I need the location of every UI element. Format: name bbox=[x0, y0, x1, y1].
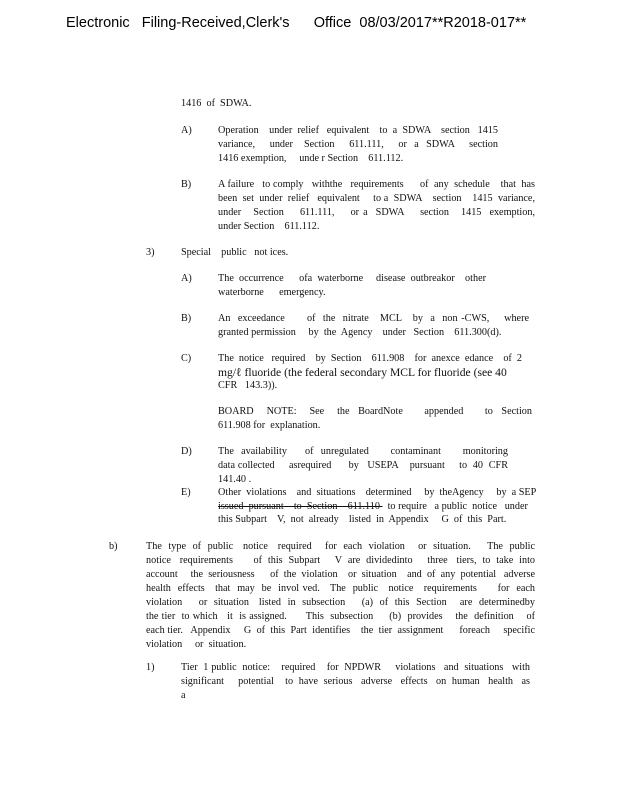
subsection-b-text: The type of public notice required for each violation or situation. The public notice requirements of this Subpart V are dividedinto three tiers, to take into account the seriousness of the violation or situation and of any potential adverse health effects that may be invol ved. The public notice requirements for each violation or situation listed in subsection (a) of this Section are determinedby the tier to which it is assigned. This subsection (b) provides the definition of each tier. Appendix G of this Part identifies the tier assignment foreach specific violation or situation. bbox=[146, 541, 553, 650]
section-reference: 1416 of SDWA. bbox=[181, 98, 252, 109]
item-marker-3b: B) bbox=[181, 313, 192, 324]
item-marker-3c: C) bbox=[181, 353, 192, 364]
filing-header: Electronic Filing-Received,Clerk's Office 08/03/2017**R2018-017** bbox=[66, 15, 527, 31]
item-a-text: Operation under relief equivalent to a SDWA section 1415 variance, under Section 611.111, or a SDWA section 1416 exemption, unde r Section 611.112. bbox=[218, 125, 509, 164]
item-marker-1: 1) bbox=[146, 662, 155, 673]
item-marker-3: 3) bbox=[146, 247, 155, 258]
item-3a-text: The occurrence ofa waterborne disease outbreakor other waterborne emergency. bbox=[218, 273, 489, 298]
item-3c-line-1: The notice required by Section 611.908 for anexce edance of 2 bbox=[218, 353, 523, 364]
item-3e-line-2-rest: to require a public notice under bbox=[382, 501, 528, 512]
item-3e-line-1: Other violations and situations determined by theAgency by a SEP bbox=[218, 487, 537, 498]
item-3c-line-3: CFR 143.3)). bbox=[218, 380, 278, 391]
item-3-heading: Special public not ices. bbox=[181, 247, 289, 258]
item-3e-line-3: this Subpart V, not already listed in Appendix G of this Part. bbox=[218, 514, 507, 525]
tier-1-text: Tier 1 public notice: required for NPDWR violations and situations with significant potential to have serious adverse effects on human health as a bbox=[181, 662, 536, 701]
item-marker-b: B) bbox=[181, 179, 192, 190]
item-3e-line-2 bbox=[218, 500, 528, 514]
item-marker-b-subsection: b) bbox=[109, 541, 118, 552]
item-3c-line-2: mg/ℓ fluoride (the federal secondary MCL for fluoride (see 40 bbox=[218, 366, 507, 379]
item-b-text: A failure to comply withthe requirements of any schedule that has been set under relief equivalent to a SDWA section 1415 variance, under Section 611.111, or a SDWA section 1415 exemption, under Section 611.112. bbox=[218, 179, 548, 232]
item-marker-3d: D) bbox=[181, 446, 192, 457]
item-marker-3e: E) bbox=[181, 487, 191, 498]
item-3d-text: The availability of unregulated contaminant monitoring data collected asrequired by USEPA pursuant to 40 CFR 141.40 . bbox=[218, 446, 521, 485]
item-3b-text: An exceedance of the nitrate MCL by a non -CWS, where granted permission by the Agency under Section 611.300(d). bbox=[218, 313, 537, 338]
struck-text: issued pursuant to Section 611.110 bbox=[218, 501, 383, 512]
board-note: BOARD NOTE: See the BoardNote appended to Section 611.908 for explanation. bbox=[218, 406, 543, 431]
item-marker-3a: A) bbox=[181, 273, 192, 284]
item-marker-a: A) bbox=[181, 125, 192, 136]
